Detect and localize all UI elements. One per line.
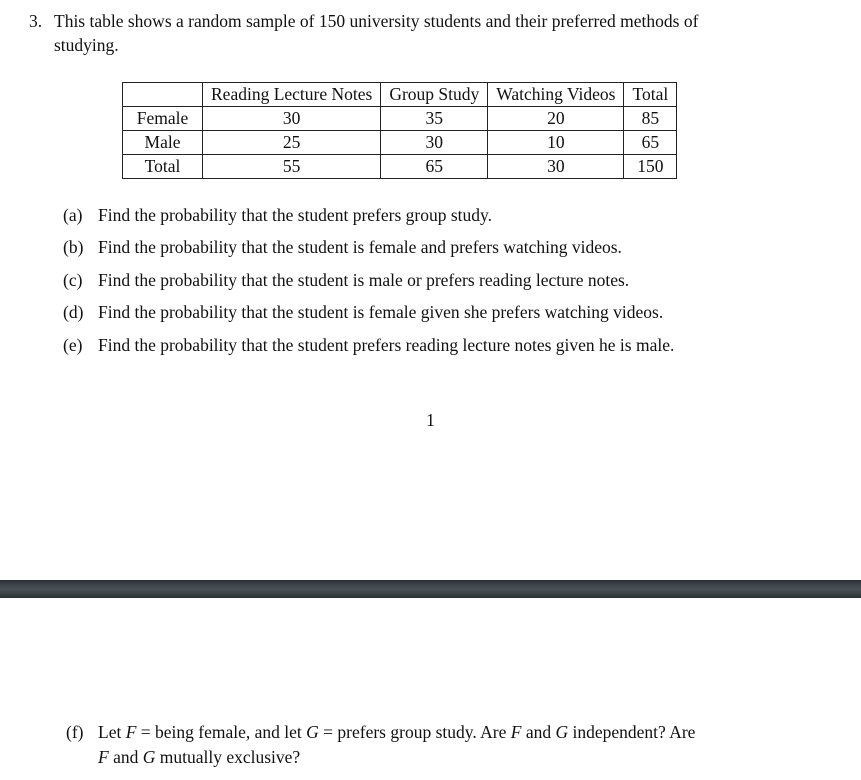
table-row <box>123 155 677 179</box>
table-corner-cell <box>123 83 203 107</box>
problem-statement <box>29 9 849 57</box>
table-cell: 10 <box>488 131 624 155</box>
variable-f: F <box>98 747 109 767</box>
row-label: Total <box>123 155 203 179</box>
table-cell: 65 <box>624 131 677 155</box>
row-label: Male <box>123 131 203 155</box>
table-header: Group Study <box>381 83 488 107</box>
part-label: (f) <box>66 722 84 742</box>
table-header: Total <box>624 83 677 107</box>
table-cell: 30 <box>203 107 381 131</box>
list-item <box>63 300 853 332</box>
variable-f: F <box>510 722 522 742</box>
part-text: Find the probability that the student is male or prefers reading lecture notes. <box>98 269 630 290</box>
variable-g: G <box>306 722 319 742</box>
list-item <box>63 203 853 235</box>
table-cell: 20 <box>488 107 624 131</box>
part-text: Find the probability that the student prefers group study. <box>98 205 493 225</box>
table-cell: 55 <box>203 155 381 179</box>
part-f-text-segment: mutually exclusive? <box>155 747 301 767</box>
table-cell: 65 <box>381 155 488 179</box>
contingency-table <box>122 82 677 179</box>
part-text: Find the probability that the student prefers reading lecture notes given he is male. <box>98 334 675 355</box>
table-cell: 25 <box>203 131 381 155</box>
part-f-text-segment: independent? Are <box>568 722 696 742</box>
problem-text-line1: This table shows a random sample of 150 university students and their preferred methods of <box>54 11 699 31</box>
page-number: 1 <box>426 410 435 430</box>
part-label: (e) <box>63 334 83 355</box>
part-label: (c) <box>63 269 83 290</box>
problem-text-line2: studying. <box>54 35 119 55</box>
part-f-text <box>98 722 695 742</box>
table-cell: 30 <box>488 155 624 179</box>
variable-f: F <box>125 722 137 742</box>
part-f-text-segment: and <box>521 722 556 742</box>
part-text: Find the probability that the student is female and prefers watching videos. <box>98 237 622 258</box>
question-parts <box>63 203 853 365</box>
part-f-text-segment: and <box>108 747 143 767</box>
list-item <box>63 333 853 365</box>
list-item <box>63 268 853 300</box>
table-cell: 30 <box>381 131 488 155</box>
table-header: Reading Lecture Notes <box>203 83 381 107</box>
part-label: (d) <box>63 302 84 323</box>
problem-number: 3. <box>29 11 43 31</box>
list-item <box>63 235 853 267</box>
table-header-row <box>123 83 677 107</box>
variable-g: G <box>555 722 569 742</box>
table-cell: 35 <box>381 107 488 131</box>
table-header: Watching Videos <box>488 83 624 107</box>
part-f-text-segment: Let <box>98 722 126 742</box>
table-cell: 85 <box>624 107 677 131</box>
part-label: (a) <box>63 205 83 225</box>
table-cell: 150 <box>624 155 677 179</box>
part-label: (b) <box>63 237 84 258</box>
part-f-text-segment: = prefers group study. Are <box>318 722 511 742</box>
table-row <box>123 131 677 155</box>
part-text: Find the probability that the student is female given she prefers watching videos. <box>98 302 664 323</box>
part-f-text-segment: = being female, and let <box>136 722 307 742</box>
row-label: Female <box>123 107 203 131</box>
table-row <box>123 107 677 131</box>
question-part-f <box>66 720 856 770</box>
page-separator <box>0 580 861 598</box>
variable-g: G <box>142 747 156 767</box>
